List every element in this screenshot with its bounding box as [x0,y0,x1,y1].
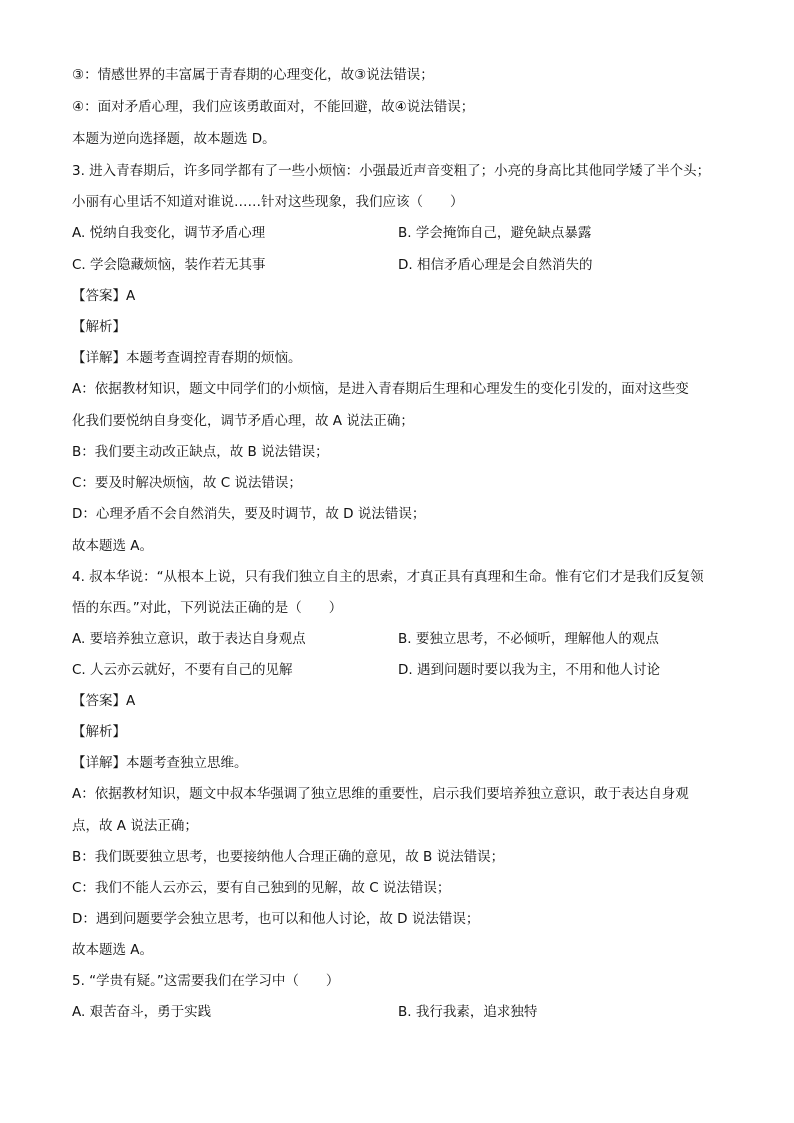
q4-stem-line-1: 4. 叔本华说：“从根本上说，只有我们独立自主的思索，才真正具有真理和生命。惟有它们才是我们反复领 [72,569,704,585]
q4-answer: 【答案】A [72,693,136,709]
q4-analysis-heading: 【解析】 [72,724,126,740]
q3-option-d: D. 相信矛盾心理是会自然消失的 [398,257,593,273]
prev-analysis-line-4: ④：面对矛盾心理，我们应该勇敢面对，不能回避，故④说法错误； [72,99,475,115]
q3-analysis-a-line-2: 化我们要悦纳自身变化，调节矛盾心理，故 A 说法正确； [72,413,414,429]
q4-analysis-c: C：我们不能人云亦云，要有自己独到的见解，故 C 说法错误； [72,880,451,896]
q3-analysis-b: B：我们要主动改正缺点，故 B 说法错误； [72,444,329,460]
q4-stem-line-2: 悟的东西。”对此，下列说法正确的是（ ） [72,600,343,616]
q3-analysis-heading: 【解析】 [72,319,126,335]
q3-option-a: A. 悦纳自我变化，调节矛盾心理 [72,225,266,241]
q5-option-b: B. 我行我素，追求独特 [398,1004,538,1020]
q3-stem-line-1: 3. 进入青春期后，许多同学都有了一些小烦恼：小强最近声音变粗了；小亮的身高比其他同学矮了半个头； [72,163,711,179]
q3-stem-line-2: 小丽有心里话不知道对谁说……针对这些现象，我们应该（ ） [72,194,464,210]
q4-analysis-a-line-1: A：依据教材知识，题文中叔本华强调了独立思维的重要性，启示我们要培养独立意识，敢于表达自身观 [72,786,689,802]
q4-analysis-d: D：遇到问题要学会独立思考，也可以和他人讨论，故 D 说法错误； [72,911,480,927]
q5-stem: 5. “学贵有疑。”这需要我们在学习中（ ） [72,973,340,989]
q3-option-c: C. 学会隐藏烦恼，装作若无其事 [72,257,266,273]
q4-analysis-b: B：我们既要独立思考，也要接纳他人合理正确的意见，故 B 说法错误； [72,849,505,865]
q3-detail: 【详解】本题考查调控青春期的烦恼。 [72,350,302,366]
q3-option-b: B. 学会掩饰自己，避免缺点暴露 [398,225,592,241]
q4-option-c: C. 人云亦云就好，不要有自己的见解 [72,662,293,678]
q4-conclusion: 故本题选 A。 [72,942,154,958]
q3-analysis-a-line-1: A：依据教材知识，题文中同学们的小烦恼，是进入青春期后生理和心理发生的变化引发的，面对这些变 [72,381,689,397]
q4-analysis-a-line-2: 点，故 A 说法正确； [72,818,198,834]
q4-option-b: B. 要独立思考，不必倾听，理解他人的观点 [398,631,659,647]
q4-option-a: A. 要培养独立意识，敢于表达自身观点 [72,631,306,647]
prev-conclusion: 本题为逆向选择题，故本题选 D。 [72,131,276,147]
q4-option-d: D. 遇到问题时要以我为主，不用和他人讨论 [398,662,660,678]
q4-detail: 【详解】本题考查独立思维。 [72,755,248,771]
q3-answer: 【答案】A [72,288,136,304]
prev-analysis-line-3: ③：情感世界的丰富属于青春期的心理变化，故③说法错误； [72,67,434,83]
q3-analysis-c: C：要及时解决烦恼，故 C 说法错误； [72,475,302,491]
q5-option-a: A. 艰苦奋斗，勇于实践 [72,1004,212,1020]
q3-conclusion: 故本题选 A。 [72,538,154,554]
q3-analysis-d: D：心理矛盾不会自然消失，要及时调节，故 D 说法错误； [72,506,426,522]
